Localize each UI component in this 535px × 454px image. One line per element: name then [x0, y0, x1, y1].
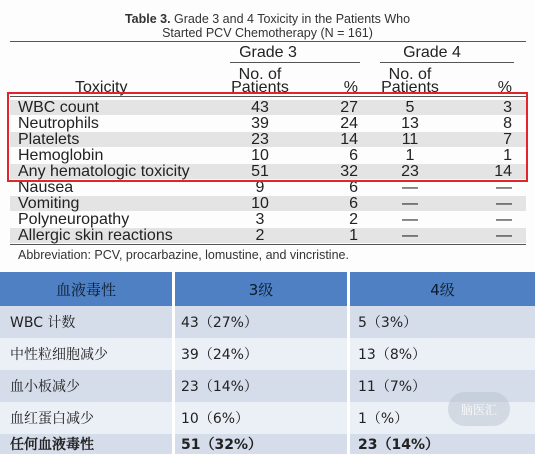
cn-toxicity-cell: 任何血液毒性	[10, 437, 94, 453]
cn-toxicity-cell: 血小板减少	[10, 379, 80, 395]
toxicity-header: Toxicity	[75, 79, 128, 96]
toxicity-cell: WBC count	[18, 99, 99, 116]
cn-grade3-cell: 23（14%）	[181, 379, 258, 395]
grade4-header: Grade 4	[403, 44, 461, 61]
g3-pct-cell: 32	[340, 163, 358, 180]
grade3-rule	[230, 62, 360, 63]
cn-grade4-cell: 1（%）	[358, 411, 409, 427]
g4-count-cell: 13	[401, 115, 419, 132]
g4-pct-cell: 1	[503, 147, 512, 164]
g4-pct-cell: —	[496, 211, 512, 228]
toxicity-cell: Any hematologic toxicity	[18, 163, 190, 180]
cn-grade4-cell: 23（14%）	[358, 437, 439, 453]
toxicity-cell: Platelets	[18, 131, 80, 148]
cn-grade4-cell: 5（3%）	[358, 315, 418, 331]
cn-grade4-cell: 13（8%）	[358, 347, 427, 363]
grade4-rule	[380, 62, 514, 63]
cn-header-row	[0, 272, 535, 306]
g3-count-cell: 10	[251, 195, 269, 212]
g3-pct-cell: 1	[349, 227, 358, 244]
g4-count-cell: —	[402, 227, 418, 244]
g4-pct-cell: 14	[494, 163, 512, 180]
g4-no-of-label: No. of	[388, 66, 432, 83]
cn-toxicity-cell: 血红蛋白减少	[10, 411, 94, 427]
toxicity-cell: Polyneuropathy	[18, 211, 130, 228]
cn-grade3-cell: 43（27%）	[181, 315, 258, 331]
watermark-logo: 脑医汇	[448, 392, 510, 426]
g3-pct-cell: 14	[340, 131, 358, 148]
table-number: Table 3.	[124, 12, 171, 26]
g4-count-cell: —	[402, 211, 418, 228]
cn-toxicity-cell: WBC 计数	[10, 315, 76, 331]
top-rule	[10, 41, 526, 42]
g3-pct-cell: 24	[340, 115, 358, 132]
cn-toxicity-cell: 中性粒细胞减少	[10, 347, 108, 363]
g4-count-cell: 1	[405, 147, 415, 164]
g3-pct-cell: 27	[340, 99, 358, 116]
column-divider	[172, 272, 175, 454]
table-title-text: Grade 3 and 4 Toxicity in the Patients Who	[170, 12, 411, 26]
g4-patients-label: Patients	[381, 79, 439, 96]
abbreviation-note: Abbreviation: PCV, procarbazine, lomustine, and vincristine.	[18, 248, 349, 262]
toxicity-cell: Neutrophils	[18, 115, 99, 132]
g3-count-cell: 39	[251, 115, 269, 132]
cn-grade3-cell: 39（24%）	[181, 347, 258, 363]
g4-count-cell: 11	[401, 131, 419, 148]
g4-pct-cell: —	[496, 227, 512, 244]
g3-count-cell: 2	[255, 227, 265, 244]
cn-grade3-cell: 51（32%）	[181, 437, 262, 453]
highlight-box	[7, 92, 528, 182]
toxicity-cell: Vomiting	[18, 195, 80, 212]
g3-pct-cell: 6	[349, 147, 358, 164]
g3-no-of-label: No. of	[238, 66, 282, 83]
table-title	[0, 12, 535, 40]
g3-pct-cell: 6	[349, 195, 358, 212]
g3-count-cell: 9	[255, 179, 265, 196]
g4-count-cell: —	[402, 195, 418, 212]
bottom-rule	[10, 244, 526, 245]
toxicity-cell: Hemoglobin	[18, 147, 104, 164]
toxicity-cell: Allergic skin reactions	[18, 227, 173, 244]
column-divider	[347, 272, 350, 454]
g3-count-cell: 3	[255, 211, 265, 228]
toxicity-cell: Nausea	[18, 179, 74, 196]
g4-pct-cell: 8	[503, 115, 512, 132]
g3-pct-cell: 2	[349, 211, 358, 228]
cn-header-grade4: 4级	[430, 280, 455, 299]
cn-header-grade3: 3级	[248, 280, 274, 299]
g3-count-cell: 10	[251, 147, 269, 164]
g4-count-cell: —	[402, 179, 418, 196]
table-row	[0, 338, 535, 370]
cn-grade3-cell: 10（6%）	[181, 411, 250, 427]
g3-patients-label: Patients	[231, 79, 289, 96]
table-row	[0, 306, 535, 338]
table-row	[0, 434, 535, 454]
chinese-table	[0, 272, 535, 454]
g3-pct-label: %	[343, 79, 358, 96]
g4-pct-label: %	[497, 79, 512, 96]
g3-count-cell: 51	[251, 163, 269, 180]
g4-pct-cell: —	[496, 195, 512, 212]
g3-pct-cell: 6	[349, 179, 358, 196]
g4-pct-cell: 7	[503, 131, 512, 148]
grade3-header: Grade 3	[239, 44, 297, 61]
cn-grade4-cell: 11（7%）	[358, 379, 427, 395]
cn-header-toxicity: 血液毒性	[55, 280, 116, 299]
g3-count-cell: 43	[251, 99, 269, 116]
g4-count-cell: 23	[401, 163, 419, 180]
g4-pct-cell: —	[496, 179, 512, 196]
g3-count-cell: 23	[251, 131, 269, 148]
table-title-line2: Started PCV Chemotherapy (N = 161)	[162, 26, 373, 40]
g4-pct-cell: 3	[503, 99, 512, 116]
g4-count-cell: 5	[405, 99, 415, 116]
